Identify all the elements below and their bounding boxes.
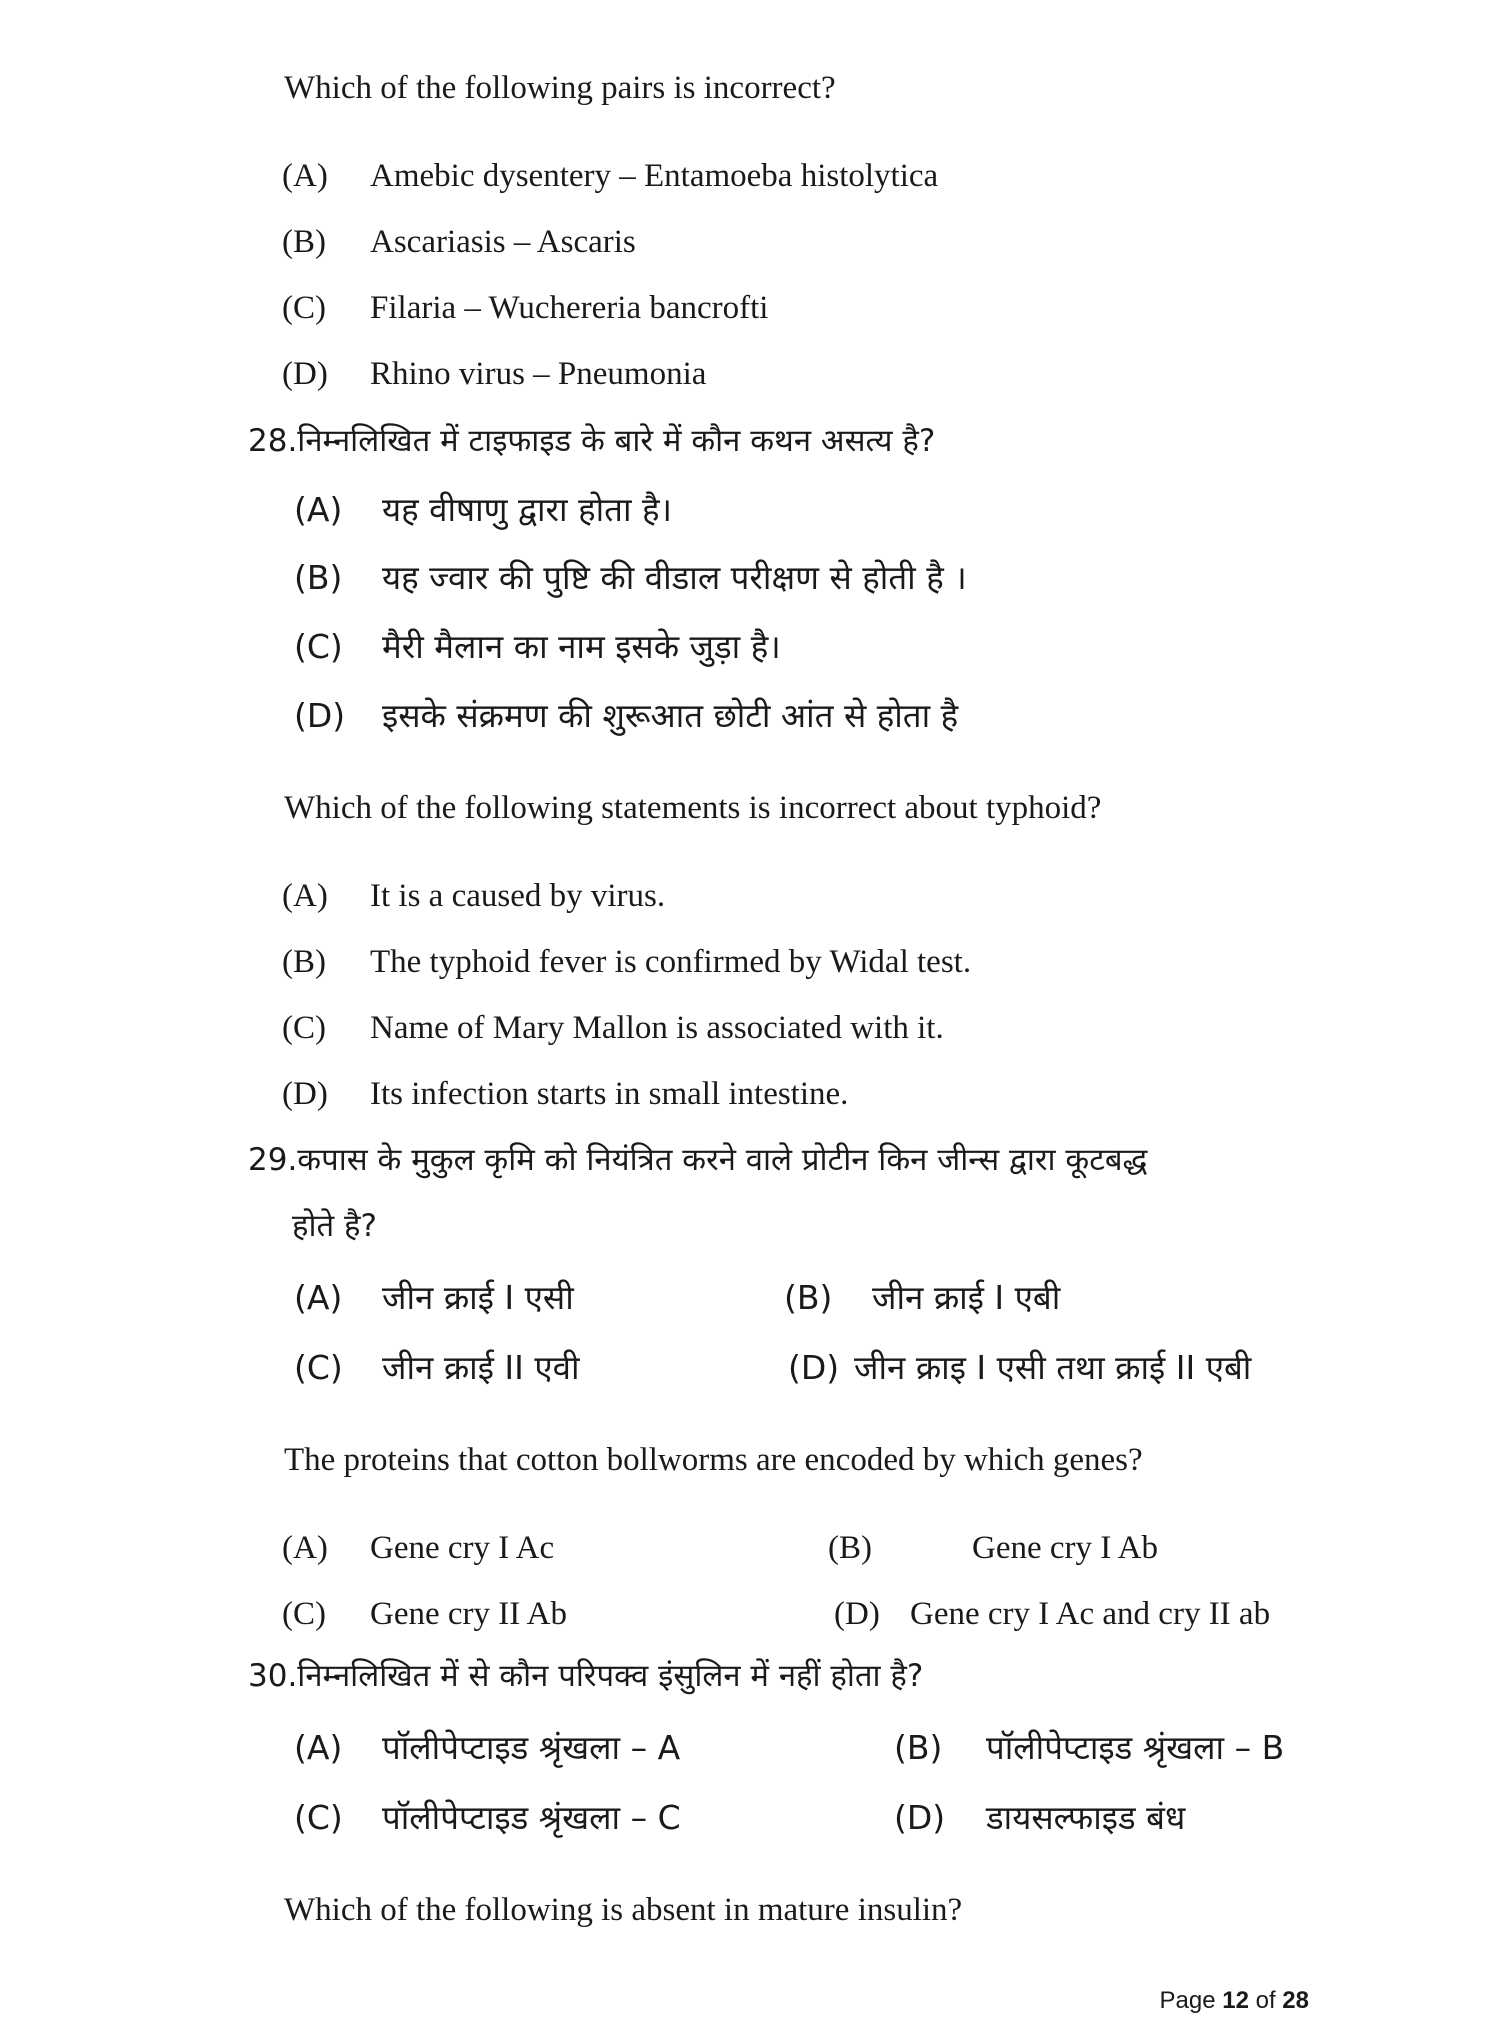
option-label: (C) <box>294 1348 343 1387</box>
q29-hi-option-b <box>784 1278 1060 1318</box>
q30-hi-option-b <box>894 1728 1284 1768</box>
option-text: मैरी मैलान का नाम इसके जुड़ा है। <box>382 627 781 666</box>
q29-en-option-d <box>834 1594 1270 1634</box>
option-text: इसके संक्रमण की शुरूआत छोटी आंत से होता है <box>382 696 959 735</box>
q28-en-option-c <box>282 1008 944 1048</box>
option-label: (C) <box>294 1798 343 1837</box>
q30-hi-option-a <box>294 1728 680 1768</box>
page-number <box>1160 1986 1310 2016</box>
option-text: यह वीषाणु द्वारा होता है। <box>382 490 673 529</box>
q27-option-b <box>282 222 636 262</box>
option-text: It is a caused by virus. <box>370 878 666 914</box>
option-text: Rhino virus – Pneumonia <box>370 356 707 392</box>
q27-option-d <box>282 354 706 394</box>
option-text: Name of Mary Mallon is associated with it. <box>370 1010 944 1046</box>
q29-hi-option-a <box>294 1278 574 1318</box>
option-text: जीन क्राई I एबी <box>872 1278 1061 1317</box>
q30-question-hi: 30.निम्नलिखित में से कौन परिपक्व इंसुलिन में नहीं होता है? <box>248 1658 924 1694</box>
q28-question-hi: 28.निम्नलिखित में टाइफाइड के बारे में कौन कथन असत्य है? <box>248 423 936 459</box>
option-text: Its infection starts in small intestine. <box>370 1076 849 1112</box>
option-text: जीन क्राई II एवी <box>382 1348 580 1387</box>
page-current: 12 <box>1222 1987 1249 2014</box>
option-text: पॉलीपेप्टाइड श्रृंखला – C <box>382 1798 681 1837</box>
q28-hi-option-a <box>294 490 672 530</box>
q30-hi-option-c <box>294 1798 681 1838</box>
option-label: (A) <box>282 878 328 914</box>
q28-question-en: Which of the following statements is incorrect about typhoid? <box>284 790 1102 826</box>
option-text: पॉलीपेप्टाइड श्रृंखला – B <box>986 1728 1285 1767</box>
option-label: (A) <box>294 1728 343 1767</box>
q27-question-en: Which of the following pairs is incorrect? <box>284 70 836 106</box>
option-text: Gene cry I Ac <box>370 1530 555 1566</box>
option-label: (D) <box>282 1076 328 1112</box>
page-total: 28 <box>1282 1987 1309 2014</box>
q30-hi-option-d <box>894 1798 1185 1838</box>
option-label: (B) <box>784 1278 833 1317</box>
of-word: of <box>1255 1987 1276 2014</box>
option-text: यह ज्वार की पुष्टि की वीडाल परीक्षण से होती है । <box>382 558 967 597</box>
option-text: The typhoid fever is confirmed by Widal test. <box>370 944 972 980</box>
option-label: (A) <box>282 1530 328 1566</box>
q28-hi-option-b <box>294 558 967 598</box>
option-text: पॉलीपेप्टाइड श्रृंखला – A <box>382 1728 681 1767</box>
option-label: (B) <box>282 224 326 260</box>
q29-en-option-b <box>828 1528 1158 1568</box>
option-text: Gene cry I Ab <box>972 1530 1159 1566</box>
q28-hi-option-c <box>294 627 781 667</box>
option-text: जीन क्राइ I एसी तथा क्राई II एबी <box>854 1348 1252 1387</box>
option-text: Gene cry I Ac and cry II ab <box>910 1596 1271 1632</box>
q29-hi-option-d <box>788 1348 1251 1388</box>
q28-hi-option-d <box>294 696 958 736</box>
option-text: Amebic dysentery – Entamoeba histolytica <box>370 158 939 194</box>
option-label: (B) <box>294 558 343 597</box>
q29-en-option-a <box>282 1528 554 1568</box>
q29-hi-option-c <box>294 1348 580 1388</box>
option-label: (A) <box>294 490 343 529</box>
option-text: डायसल्फाइड बंध <box>986 1798 1186 1837</box>
option-label: (D) <box>282 356 328 392</box>
option-label: (D) <box>294 696 346 735</box>
option-text: जीन क्राई I एसी <box>382 1278 574 1317</box>
q29-question-hi-line1: 29.कपास के मुकुल कृमि को नियंत्रित करने वाले प्रोटीन किन जीन्स द्वारा कूटबद्ध <box>248 1142 1148 1178</box>
option-text: Gene cry II Ab <box>370 1596 568 1632</box>
option-label: (B) <box>894 1728 943 1767</box>
q28-en-option-b <box>282 942 971 982</box>
option-text: Filaria – Wuchereria bancrofti <box>370 290 769 326</box>
option-label: (D) <box>894 1798 946 1837</box>
page-word: Page <box>1159 1987 1216 2014</box>
q28-en-option-a <box>282 876 665 916</box>
q29-question-en: The proteins that cotton bollworms are encoded by which genes? <box>284 1442 1143 1478</box>
option-label: (B) <box>828 1530 872 1566</box>
q27-option-a <box>282 156 938 196</box>
q29-en-option-c <box>282 1594 567 1634</box>
option-label: (A) <box>294 1278 343 1317</box>
option-text: Ascariasis – Ascaris <box>370 224 636 260</box>
option-label: (A) <box>282 158 328 194</box>
option-label: (C) <box>294 627 343 666</box>
option-label: (D) <box>834 1596 880 1632</box>
q27-option-c <box>282 288 768 328</box>
q28-en-option-d <box>282 1074 848 1114</box>
option-label: (C) <box>282 1596 326 1632</box>
option-label: (D) <box>788 1348 840 1387</box>
option-label: (C) <box>282 290 326 326</box>
option-label: (B) <box>282 944 326 980</box>
q29-question-hi-line2: होते है? <box>292 1208 377 1244</box>
option-label: (C) <box>282 1010 326 1046</box>
q30-question-en: Which of the following is absent in mature insulin? <box>284 1892 963 1928</box>
